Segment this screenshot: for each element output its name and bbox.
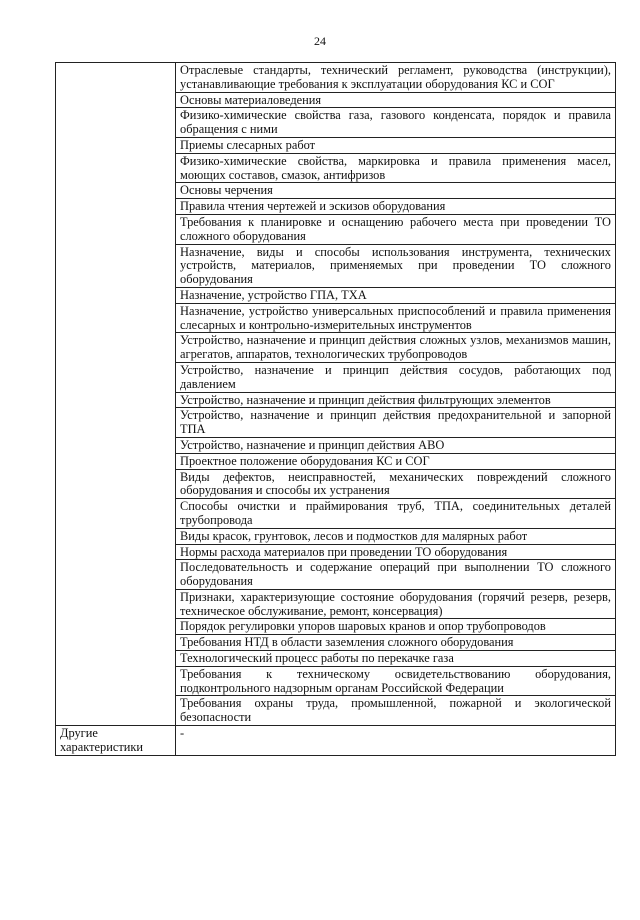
knowledge-item: Устройство, назначение и принцип действия фильтрующих элементов bbox=[176, 392, 616, 408]
knowledge-item: Способы очистки и праймирования труб, ТПА, соединительных деталей трубопровода bbox=[176, 499, 616, 529]
knowledge-item: Устройство, назначение и принцип действия сложных узлов, механизмов машин, агрегатов, аппаратов, технологических трубопроводов bbox=[176, 333, 616, 363]
knowledge-row bbox=[56, 63, 616, 93]
knowledge-item: Требования НТД в области заземления сложного оборудования bbox=[176, 635, 616, 651]
knowledge-item: Требования к планировке и оснащению рабочего места при проведении ТО сложного оборудования bbox=[176, 214, 616, 244]
other-characteristics-row bbox=[56, 726, 616, 756]
knowledge-item: Требования охраны труда, промышленной, пожарной и экологической безопасности bbox=[176, 696, 616, 726]
knowledge-item: Проектное положение оборудования КС и СОГ bbox=[176, 453, 616, 469]
knowledge-item: Отраслевые стандарты, технический регламент, руководства (инструкции), устанавливающие требования к эксплуатации оборудования КС и СОГ bbox=[176, 63, 616, 93]
knowledge-item: Виды красок, грунтовок, лесов и подмостков для малярных работ bbox=[176, 528, 616, 544]
knowledge-item: Требования к техническому освидетельствованию оборудования, подконтрольного надзорным органам Российской Федерации bbox=[176, 666, 616, 696]
requirements-table bbox=[55, 62, 616, 756]
knowledge-rows bbox=[56, 63, 616, 726]
knowledge-label-cell bbox=[56, 63, 176, 726]
knowledge-item: Технологический процесс работы по перекачке газа bbox=[176, 651, 616, 667]
knowledge-item: Приемы слесарных работ bbox=[176, 137, 616, 153]
knowledge-item: Назначение, устройство универсальных приспособлений и правила применения слесарных и контрольно-измерительных инструментов bbox=[176, 303, 616, 333]
knowledge-item: Назначение, устройство ГПА, ТХА bbox=[176, 287, 616, 303]
page-number: 24 bbox=[314, 34, 326, 48]
knowledge-item: Назначение, виды и способы использования инструмента, технических устройств, материалов, применяемых при проведении ТО сложного оборудования bbox=[176, 244, 616, 287]
knowledge-item: Основы черчения bbox=[176, 183, 616, 199]
other-characteristics-label: Другие характеристики bbox=[56, 726, 176, 756]
knowledge-item: Устройство, назначение и принцип действия сосудов, работающих под давлением bbox=[176, 362, 616, 392]
knowledge-item: Основы материаловедения bbox=[176, 92, 616, 108]
knowledge-item: Устройство, назначение и принцип действия АВО bbox=[176, 437, 616, 453]
knowledge-item: Физико-химические свойства газа, газового конденсата, порядок и правила обращения с ними bbox=[176, 108, 616, 138]
knowledge-item: Порядок регулировки упоров шаровых кранов и опор трубопроводов bbox=[176, 619, 616, 635]
knowledge-item: Правила чтения чертежей и эскизов оборудования bbox=[176, 199, 616, 215]
knowledge-item: Нормы расхода материалов при проведении ТО оборудования bbox=[176, 544, 616, 560]
knowledge-item: Признаки, характеризующие состояние оборудования (горячий резерв, резерв, техническое обслуживание, ремонт, консервация) bbox=[176, 589, 616, 619]
knowledge-item: Устройство, назначение и принцип действия предохранительной и запорной ТПА bbox=[176, 408, 616, 438]
knowledge-item: Последовательность и содержание операций при выполнении ТО сложного оборудования bbox=[176, 560, 616, 590]
knowledge-item: Виды дефектов, неисправностей, механических повреждений сложного оборудования и способы их устранения bbox=[176, 469, 616, 499]
knowledge-item: Физико-химические свойства, маркировка и правила применения масел, моющих составов, смазок, антифризов bbox=[176, 153, 616, 183]
other-characteristics-section bbox=[56, 726, 616, 756]
other-characteristics-value: - bbox=[176, 726, 616, 756]
